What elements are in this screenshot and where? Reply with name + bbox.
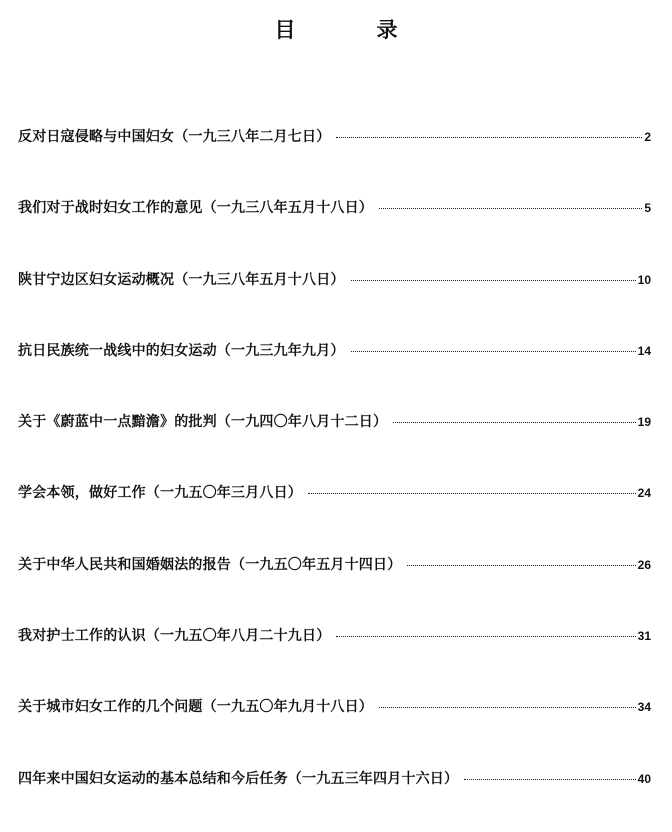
toc-page-number: 5 [644, 201, 651, 216]
toc-entry-title: 四年来中国妇女运动的基本总结和今后任务（一九五三年四月十六日） [18, 770, 459, 787]
toc-page-number: 31 [637, 629, 651, 644]
table-of-contents [18, 126, 651, 789]
toc-page-number: 19 [637, 415, 651, 430]
toc-dot-leader [379, 707, 636, 708]
toc-dot-leader [336, 137, 642, 138]
toc-entry[interactable] [18, 554, 651, 575]
toc-entry-title: 关于《蔚蓝中一点黯澹》的批判（一九四〇年八月十二日） [18, 414, 388, 431]
toc-entry-title: 关于城市妇女工作的几个问题（一九五〇年九月十八日） [18, 699, 373, 716]
toc-dot-leader [379, 208, 642, 209]
toc-page-number: 40 [637, 771, 651, 786]
page-title: 目 录 [274, 18, 428, 42]
toc-entry[interactable] [18, 269, 651, 290]
toc-dot-leader [336, 636, 635, 637]
toc-dot-leader [407, 565, 635, 566]
toc-dot-leader [308, 493, 636, 494]
toc-dot-leader [351, 280, 636, 281]
toc-entry[interactable] [18, 482, 651, 503]
toc-entry-title: 我们对于战时妇女工作的意见（一九三八年五月十八日） [18, 200, 373, 217]
toc-entry[interactable] [18, 696, 651, 717]
toc-dot-leader [464, 779, 635, 780]
toc-page-number: 24 [637, 486, 651, 501]
toc-entry[interactable] [18, 625, 651, 646]
toc-entry-title: 反对日寇侵略与中国妇女（一九三八年二月七日） [18, 129, 331, 145]
toc-dot-leader [351, 351, 636, 352]
toc-page-number: 10 [637, 272, 651, 287]
toc-entry[interactable] [18, 126, 651, 147]
toc-entry[interactable] [18, 411, 651, 432]
toc-page-number: 2 [644, 130, 651, 144]
toc-entry-title: 关于中华人民共和国婚姻法的报告（一九五〇年五月十四日） [18, 556, 402, 573]
toc-dot-leader [393, 422, 635, 423]
toc-entry-title: 我对护士工作的认识（一九五〇年八月二十九日） [18, 628, 331, 645]
toc-entry[interactable] [18, 768, 651, 789]
toc-page-number: 34 [637, 700, 651, 715]
toc-entry-title: 陕甘宁边区妇女运动概况（一九三八年五月十八日） [18, 271, 345, 288]
toc-page-number: 14 [637, 343, 651, 358]
toc-entry-title: 抗日民族统一战线中的妇女运动（一九三九年九月） [18, 342, 345, 359]
toc-entry[interactable] [18, 340, 651, 361]
toc-entry[interactable] [18, 197, 651, 218]
toc-entry-title: 学会本领，做好工作（一九五〇年三月八日） [18, 485, 302, 502]
toc-page-number: 26 [637, 557, 651, 572]
